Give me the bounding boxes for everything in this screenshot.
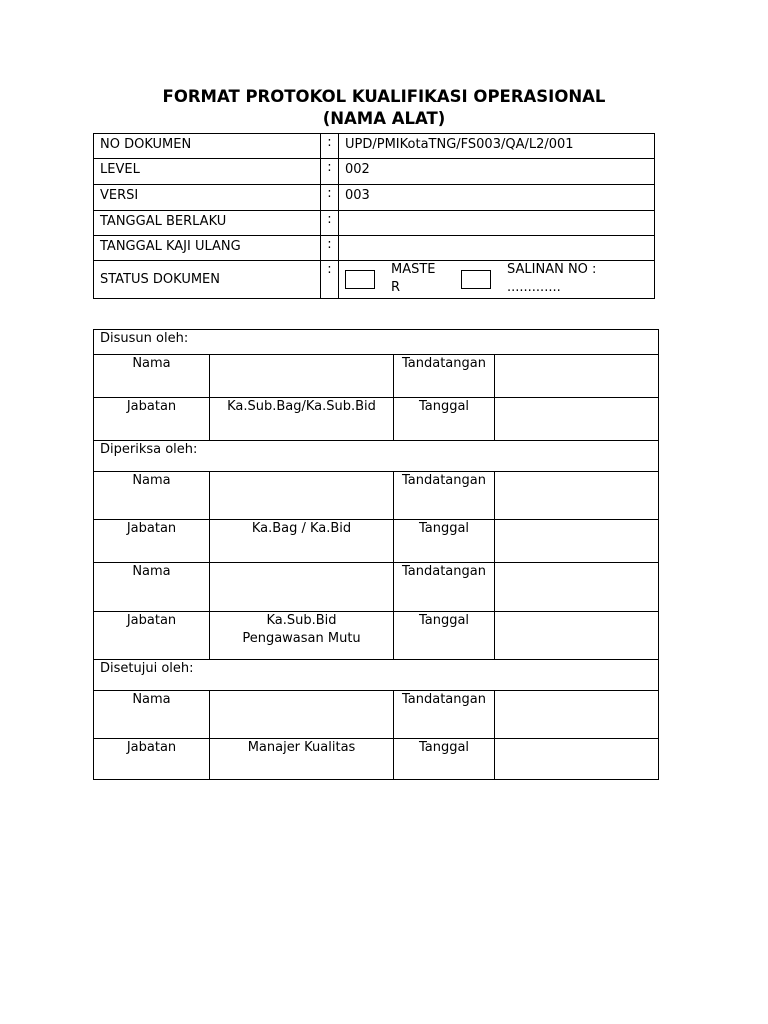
date-field[interactable] <box>495 739 659 780</box>
section-header: Disetujui oleh: <box>94 660 659 691</box>
name-row <box>94 563 659 612</box>
name-row <box>94 472 659 520</box>
position-value: Ka.Sub.Bag/Ka.Sub.Bid <box>210 398 394 441</box>
document-title: FORMAT PROTOKOL KUALIFIKASI OPERASIONAL <box>162 87 606 106</box>
master-checkbox[interactable] <box>345 270 375 289</box>
info-value <box>339 211 655 236</box>
name-field[interactable] <box>210 355 394 398</box>
position-value <box>210 612 394 660</box>
date-field[interactable] <box>495 520 659 563</box>
name-field[interactable] <box>210 563 394 612</box>
info-row-document-status <box>94 261 655 299</box>
date-field[interactable] <box>495 612 659 660</box>
date-field[interactable] <box>495 398 659 441</box>
info-label: NO DOKUMEN <box>94 134 321 159</box>
position-label: Jabatan <box>94 739 210 780</box>
name-label: Nama <box>94 472 210 520</box>
position-value: Ka.Bag / Ka.Bid <box>210 520 394 563</box>
info-value: 003 <box>339 185 655 211</box>
name-field[interactable] <box>210 691 394 739</box>
info-colon: : <box>321 185 339 211</box>
name-label: Nama <box>94 355 210 398</box>
info-colon: : <box>321 134 339 159</box>
info-colon: : <box>321 159 339 185</box>
info-label: TANGGAL BERLAKU <box>94 211 321 236</box>
section-header-row <box>94 330 659 355</box>
signature-label: Tandatangan <box>394 472 495 520</box>
status-options <box>339 261 655 299</box>
name-row <box>94 355 659 398</box>
position-value-text: Ka.Sub.Bid Pengawasan Mutu <box>242 613 361 646</box>
info-colon: : <box>321 261 339 299</box>
signature-field[interactable] <box>495 691 659 739</box>
section-header: Diperiksa oleh: <box>94 441 659 472</box>
section-header: Disusun oleh: <box>94 330 659 355</box>
info-label: TANGGAL KAJI ULANG <box>94 236 321 261</box>
approval-table <box>93 329 659 780</box>
info-row-version <box>94 185 655 211</box>
name-label: Nama <box>94 691 210 739</box>
info-label: STATUS DOKUMEN <box>94 261 321 299</box>
info-value <box>339 236 655 261</box>
signature-field[interactable] <box>495 563 659 612</box>
section-header-row <box>94 441 659 472</box>
signature-field[interactable] <box>495 472 659 520</box>
document-subtitle: (NAMA ALAT) <box>322 109 446 128</box>
date-label: Tanggal <box>394 739 495 780</box>
name-field[interactable] <box>210 472 394 520</box>
position-value: Manajer Kualitas <box>210 739 394 780</box>
position-row <box>94 739 659 780</box>
date-label: Tanggal <box>394 520 495 563</box>
name-label: Nama <box>94 563 210 612</box>
info-value: UPD/PMIKotaTNG/FS003/QA/L2/001 <box>339 134 655 159</box>
position-row <box>94 612 659 660</box>
position-row <box>94 398 659 441</box>
copy-option-label: SALINAN NO : ............. <box>507 262 597 295</box>
position-label: Jabatan <box>94 612 210 660</box>
section-header-row <box>94 660 659 691</box>
position-row <box>94 520 659 563</box>
info-label: LEVEL <box>94 159 321 185</box>
info-row-document-number <box>94 134 655 159</box>
copy-checkbox[interactable] <box>461 270 491 289</box>
document-info-table <box>93 133 655 299</box>
signature-field[interactable] <box>495 355 659 398</box>
info-row-effective-date <box>94 211 655 236</box>
signature-label: Tandatangan <box>394 355 495 398</box>
signature-label: Tandatangan <box>394 563 495 612</box>
name-row <box>94 691 659 739</box>
info-label: VERSI <box>94 185 321 211</box>
info-colon: : <box>321 236 339 261</box>
master-option-label: MASTER <box>391 262 436 295</box>
position-label: Jabatan <box>94 398 210 441</box>
signature-label: Tandatangan <box>394 691 495 739</box>
info-value: 002 <box>339 159 655 185</box>
info-row-level <box>94 159 655 185</box>
info-colon: : <box>321 211 339 236</box>
date-label: Tanggal <box>394 398 495 441</box>
info-row-review-date <box>94 236 655 261</box>
position-label: Jabatan <box>94 520 210 563</box>
date-label: Tanggal <box>394 612 495 660</box>
